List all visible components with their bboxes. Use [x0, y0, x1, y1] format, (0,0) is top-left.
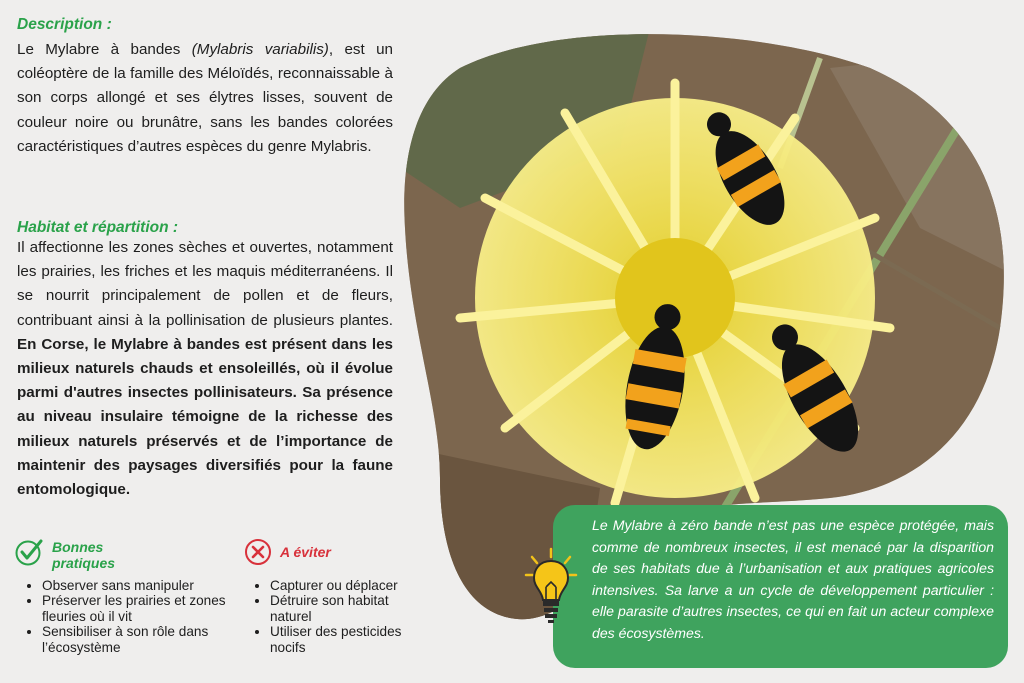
description-text-part: , est un coléoptère de la famille des Méloïdés, reconnaissable à son corps allongé et ses élytres lisses, souvent de couleur noire ou brunâtre, sans les bandes colorées caractéristiques d’autres espèces du genre Mylabris. [17, 41, 394, 155]
lightbulb-icon [523, 545, 579, 635]
good-practices-list [20, 578, 242, 655]
description-heading: Description : [17, 16, 112, 33]
cross-circle-icon [243, 537, 273, 567]
avoid-list [248, 578, 420, 655]
description-text [17, 38, 393, 159]
good-practices-title-line: pratiques [52, 555, 116, 571]
description-text-part: Le Mylabre à bandes [17, 41, 192, 58]
check-circle-icon [14, 537, 44, 567]
list-item: • Utiliser des pesticides nocifs [270, 624, 420, 655]
habitat-text-plain: Il affectionne les zones sèches et ouvertes, notamment les prairies, les friches et les maquis méditerranéens. Il se nourrit principalement de pollen et de fleurs, contribuant ainsi à la pollinisation de plusieurs plantes. [17, 239, 393, 329]
list-item: • Observer sans manipuler [42, 578, 242, 593]
list-item: • Préserver les prairies et zones fleuries où il vit [42, 593, 242, 624]
habitat-text [17, 236, 393, 502]
list-item: • Capturer ou déplacer [270, 578, 420, 593]
good-practices-title [52, 539, 115, 571]
good-practices-title-line: Bonnes [52, 539, 104, 555]
info-text: Le Mylabre à zéro bande n’est pas une espèce protégée, mais comme de nombreux insectes, il est menacé par la disparition de ses habitats due à l’urbanisation et aux pratiques agricoles intensives. Sa larve a un cycle de développement particulier : elle parasite d’autres insectes, ce qui en fait un acteur complexe des écosystèmes. [592, 517, 994, 641]
list-item: • Détruire son habitat naturel [270, 593, 420, 624]
species-latin-name: (Mylabris variabilis) [191, 41, 329, 58]
habitat-text-bold: En Corse, le Mylabre à bandes est présent dans les milieux naturels chauds et ensoleillés, où il évolue parmi d'autres insectes pollinisateurs. Sa présence au niveau insulaire témoigne de la richesse des milieux naturels préservés et de l’importance de maintenir des paysages diversifiés pour la faune entomologique. [17, 335, 393, 499]
list-item: • Sensibiliser à son rôle dans l’écosystème [42, 624, 242, 655]
avoid-title: A éviter [280, 544, 331, 560]
habitat-heading: Habitat et répartition : [17, 219, 179, 236]
